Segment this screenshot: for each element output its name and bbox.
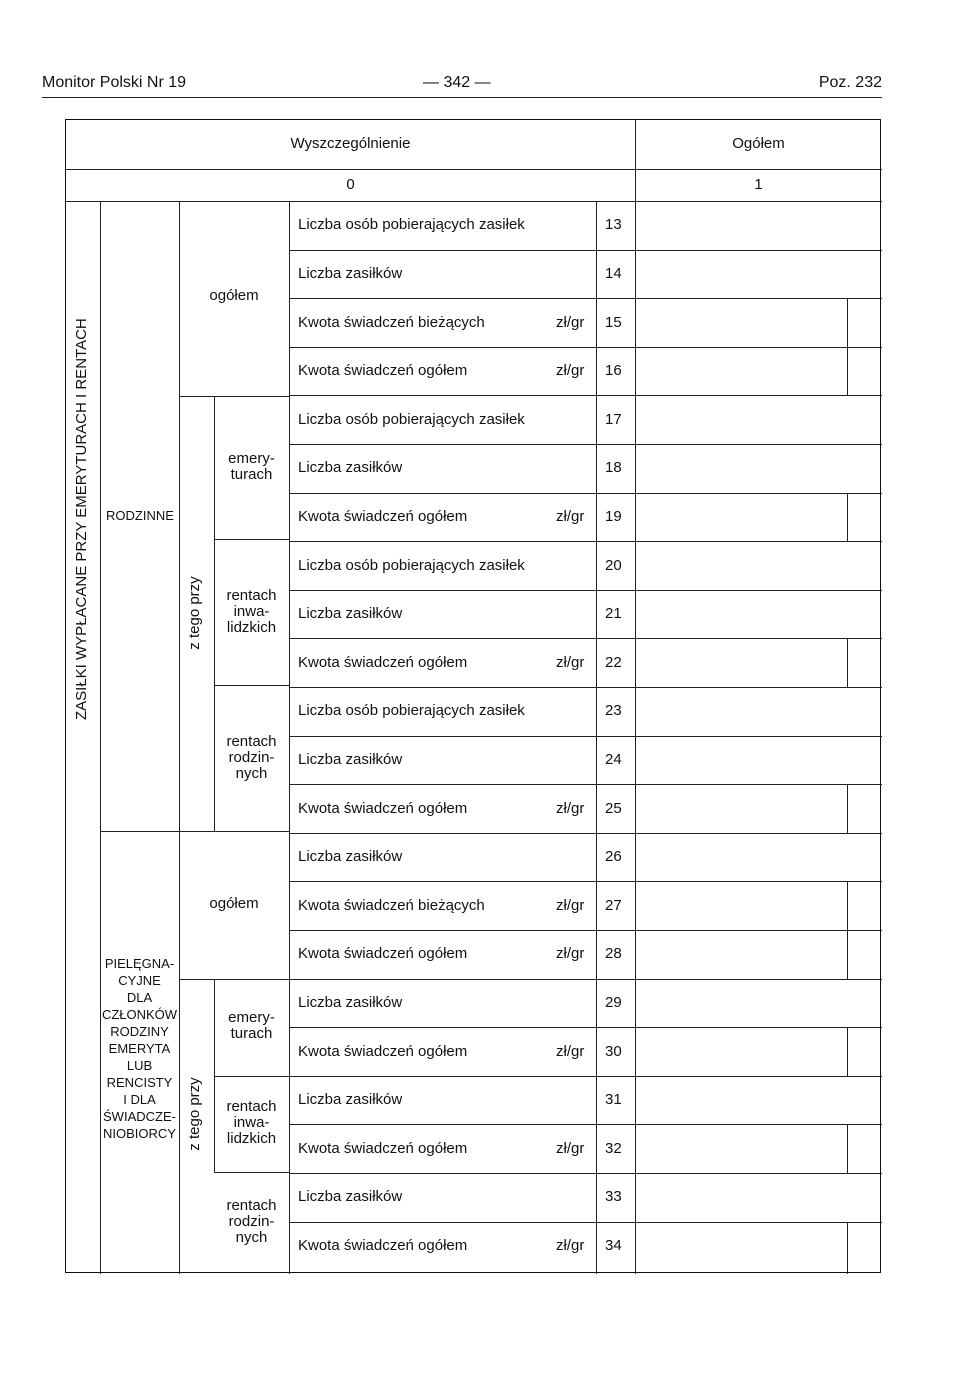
row-divider [289, 250, 882, 251]
col-line [847, 493, 848, 542]
header-divider [66, 169, 882, 170]
row-number: 26 [605, 848, 622, 865]
row-divider [289, 590, 882, 591]
desc-column-header: Wyszczególnienie [290, 135, 411, 152]
col-line [847, 1028, 848, 1077]
row-unit: zł/gr [556, 508, 585, 525]
row-number: 32 [605, 1140, 622, 1157]
row-divider [289, 979, 882, 980]
row-unit: zł/gr [556, 314, 585, 331]
col-line [847, 785, 848, 833]
group-divider [214, 539, 289, 540]
page-number: — 342 — [423, 74, 491, 91]
row-number: 25 [605, 800, 622, 817]
row-number: 31 [605, 1091, 622, 1108]
col-line [289, 201, 290, 1274]
row-divider [289, 347, 882, 348]
row-label: Liczba zasiłków [298, 751, 403, 768]
group-label-line: ŚWIADCZE- [103, 1109, 176, 1124]
row-label: Liczba zasiłków [298, 1188, 403, 1205]
group-label-rodzinne: RODZINNE [106, 508, 174, 523]
row-divider [289, 638, 882, 639]
row-label: Kwota świadczeń ogółem [298, 508, 468, 525]
row-label: Liczba zasiłków [298, 459, 403, 476]
group-divider [214, 685, 289, 686]
row-number: 34 [605, 1237, 622, 1254]
group-label-line: CZŁONKÓW [101, 1007, 178, 1022]
sub-label-ogolem: ogółem [209, 287, 259, 304]
row-label: Kwota świadczeń ogółem [298, 1237, 468, 1254]
group-label-pielegnacyjne [100, 955, 179, 1142]
row-unit: zł/gr [556, 1140, 585, 1157]
group-label-line: RENCISTY [106, 1075, 173, 1090]
row-label: Liczba zasiłków [298, 265, 403, 282]
sub-label-z-tego-przy: z tego przy [186, 1077, 203, 1151]
col-line [847, 639, 848, 687]
col-line [847, 1125, 848, 1173]
publication-title: Monitor Polski Nr 19 [42, 74, 187, 91]
row-divider [289, 1027, 882, 1028]
total-column-number: 1 [754, 176, 763, 193]
row-divider [289, 1222, 882, 1223]
sub-label-rodzinne: rentach rodzin- nych [226, 1197, 277, 1246]
row-label: Kwota świadczeń ogółem [298, 945, 468, 962]
row-divider [289, 1076, 882, 1077]
row-number: 24 [605, 751, 622, 768]
row-label: Liczba osób pobierających zasiłek [298, 557, 525, 574]
row-divider [289, 930, 882, 931]
row-number: 16 [605, 362, 622, 379]
row-number: 17 [605, 411, 622, 428]
row-divider [289, 833, 882, 834]
row-number: 15 [605, 314, 622, 331]
row-number: 18 [605, 459, 622, 476]
group-label-line: CYJNE [118, 973, 161, 988]
group-divider [179, 979, 289, 980]
statistics-table [65, 119, 881, 1273]
row-label: Liczba osób pobierających zasiłek [298, 216, 525, 233]
row-unit: zł/gr [556, 1237, 585, 1254]
group-label-line: RODZINY [110, 1024, 169, 1039]
position-number: Poz. 232 [818, 74, 882, 91]
row-label: Liczba zasiłków [298, 605, 403, 622]
row-label: Kwota świadczeń bieżących [298, 897, 485, 914]
row-unit: zł/gr [556, 362, 585, 379]
row-divider [289, 1173, 882, 1174]
group-label-line: NIOBIORCY [103, 1126, 176, 1141]
row-label: Liczba zasiłków [298, 848, 403, 865]
row-label: Kwota świadczeń ogółem [298, 1043, 468, 1060]
col-line [635, 201, 636, 1274]
row-divider [289, 493, 882, 494]
row-unit: zł/gr [556, 654, 585, 671]
row-label: Liczba osób pobierających zasiłek [298, 702, 525, 719]
header-divider [66, 201, 882, 202]
row-number: 29 [605, 994, 622, 1011]
group-divider [100, 831, 289, 832]
row-number: 22 [605, 654, 622, 671]
col-line [179, 201, 180, 1274]
group-divider [214, 1076, 289, 1077]
row-label: Kwota świadczeń ogółem [298, 362, 468, 379]
group-divider [214, 1172, 289, 1173]
row-divider [289, 1124, 882, 1125]
row-unit: zł/gr [556, 897, 585, 914]
col-line [596, 201, 597, 1274]
sub-label-rodzinne: rentach rodzin- nych [226, 733, 277, 782]
row-label: Liczba zasiłków [298, 1091, 403, 1108]
row-unit: zł/gr [556, 800, 585, 817]
row-divider [289, 298, 882, 299]
total-column-header: Ogółem [732, 135, 785, 152]
row-unit: zł/gr [556, 1043, 585, 1060]
row-label: Liczba zasiłków [298, 994, 403, 1011]
row-number: 19 [605, 508, 622, 525]
row-divider [289, 541, 882, 542]
row-divider [289, 687, 882, 688]
row-label: Kwota świadczeń bieżących [298, 314, 485, 331]
page-header [42, 74, 882, 98]
row-number: 13 [605, 216, 622, 233]
sub-label-emerytury: emery- turach [228, 450, 275, 483]
row-number: 23 [605, 702, 622, 719]
sub-label-inwalidzkie: rentach inwa- lidzkich [226, 1098, 277, 1147]
row-divider [289, 395, 882, 396]
sub-label-ogolem: ogółem [209, 895, 259, 912]
group-divider [179, 396, 289, 397]
row-label: Kwota świadczeń ogółem [298, 800, 468, 817]
row-divider [289, 881, 882, 882]
sub-label-emerytury: emery- turach [228, 1009, 275, 1042]
row-unit: zł/gr [556, 945, 585, 962]
row-divider [289, 444, 882, 445]
row-label: Liczba osób pobierających zasiłek [298, 411, 525, 428]
row-number: 27 [605, 897, 622, 914]
row-number: 20 [605, 557, 622, 574]
sub-label-z-tego-przy: z tego przy [186, 576, 203, 650]
row-divider [289, 784, 882, 785]
row-divider [289, 736, 882, 737]
row-number: 30 [605, 1043, 622, 1060]
row-number: 28 [605, 945, 622, 962]
col-line [847, 1222, 848, 1274]
sub-label-inwalidzkie: rentach inwa- lidzkich [226, 587, 277, 636]
group-label-line: EMERYTA [108, 1041, 171, 1056]
desc-column-number: 0 [346, 176, 355, 193]
header-rule [42, 97, 882, 98]
row-label: Kwota świadczeń ogółem [298, 1140, 468, 1157]
group-label-line: LUB [126, 1058, 153, 1073]
row-number: 14 [605, 265, 622, 282]
group-label-line: DLA [126, 990, 153, 1005]
row-number: 33 [605, 1188, 622, 1205]
group-label-line: I DLA [123, 1092, 156, 1107]
main-group-label: ZASIŁKI WYPŁACANE PRZY EMERYTURACH I RENTACH [73, 318, 90, 720]
row-label: Kwota świadczeń ogółem [298, 654, 468, 671]
row-number: 21 [605, 605, 622, 622]
group-label-line: PIELĘGNA- [104, 956, 175, 971]
